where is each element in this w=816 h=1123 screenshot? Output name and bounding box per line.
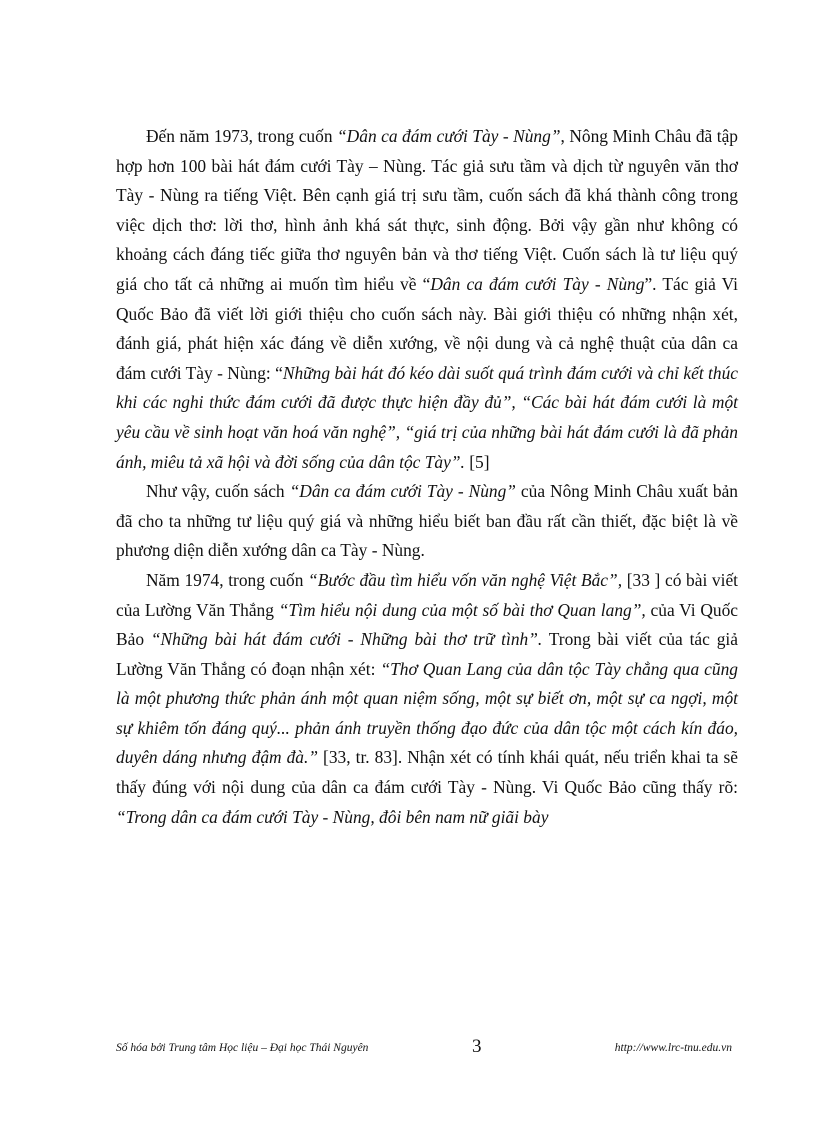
text-run: Đến năm 1973, trong cuốn xyxy=(146,126,338,146)
italic-run: “Thơ Quan Lang của dân tộc Tày chẳng qua cũng là một phương thức phản ánh một quan niệm sống, một sự biết ơn, một sự ca ngợi, một sự khiêm tốn đáng quý... phản ánh truyền thống đạo đức của dân tộc một cách kín đáo, duyên dáng nhưng đậm đà.” xyxy=(116,658,738,768)
paragraph-3 xyxy=(116,566,738,832)
italic-run: Dân ca đám cưới Tày - Nùng xyxy=(430,273,645,294)
text-run: của Nông Minh Châu xuất bản đã cho ta những tư liệu quý giá và những hiểu biết ban đầu rất cần thiết, đặc biệt là về phương diện diễn xướng dân ca Tày - Nùng. xyxy=(116,481,738,561)
body-text xyxy=(116,122,738,832)
page-number: 3 xyxy=(472,1036,482,1057)
page-footer xyxy=(116,1034,738,1074)
text-run: ”. Tác giả Vi Quốc Bảo đã viết lời giới thiệu cho cuốn sách này. Bài giới thiệu có những nhận xét, đánh giá, phát hiện xác đáng về diễn xướng, về nội dung và cả nghệ thuật của dân ca đám cưới Tày - Nùng: “ xyxy=(116,273,738,383)
italic-run: “Dân ca đám cưới Tày - Nùng” xyxy=(337,126,561,146)
italic-run: “Trong dân ca đám cưới Tày - Nùng, đôi bên nam nữ giãi bày xyxy=(116,806,549,827)
paragraph-2 xyxy=(116,477,738,566)
text-run: , Nông Minh Châu đã tập hợp hơn 100 bài hát đám cưới Tày – Nùng. Tác giả sưu tầm và dịch từ nguyên văn thơ Tày - Nùng ra tiếng Việt. Bên cạnh giá trị sưu tầm, cuốn sách đã khá thành công trong việc dịch thơ: lời thơ, hình ảnh khá sát thực, sinh động. Bởi vậy gần như không có khoảng cách đáng tiếc giữa thơ nguyên bản và thơ tiếng Việt. Cuốn sách là tư liệu quý giá cho tất cả những ai muốn tìm hiểu về “ xyxy=(116,126,738,294)
text-run: Như vậy, cuốn sách xyxy=(146,481,290,502)
italic-run: Những bài hát đó kéo dài suốt quá trình đám cưới và chỉ kết thúc khi các nghi thức đám cưới đã được thực hiện đầy đủ”, “Các bài hát đám cưới là một yêu cầu về sinh hoạt văn hoá văn nghệ”, “giá trị của những bài hát đám cưới là đã phản ánh, miêu tả xã hội và đời sống của dân tộc Tày”. xyxy=(116,362,739,472)
italic-run: “Tìm hiểu nội dung của một số bài thơ Quan lang”, xyxy=(278,599,646,620)
text-run: [5] xyxy=(464,451,490,472)
italic-run: “Dân ca đám cưới Tày - Nùng” xyxy=(289,481,516,502)
italic-run: “Những bài hát đám cưới - Những bài thơ trữ tình”. xyxy=(150,629,543,650)
text-run: [33 ] có bài viết của Lường Văn Thắng xyxy=(116,569,739,620)
paragraph-1 xyxy=(116,122,738,477)
footer-source: Số hóa bởi Trung tâm Học liệu – Đại học Thái Nguyên xyxy=(116,1042,369,1054)
text-run: của Vi Quốc Bảo xyxy=(116,599,738,650)
italic-run: “Bước đầu tìm hiểu vốn văn nghệ Việt Bắc”, xyxy=(308,569,623,590)
text-run: [33, tr. 83]. Nhận xét có tính khái quát, nếu triển khai ta sẽ thấy đúng với nội dung của dân ca đám cưới Tày - Nùng. Vi Quốc Bảo cũng thấy rõ: xyxy=(116,747,738,798)
text-run: Trong bài viết của tác giả Lường Văn Thắng có đoạn nhận xét: xyxy=(116,629,738,679)
text-run: Năm 1974, trong cuốn xyxy=(146,569,309,590)
footer-url: http://www.lrc-tnu.edu.vn xyxy=(614,1042,732,1054)
